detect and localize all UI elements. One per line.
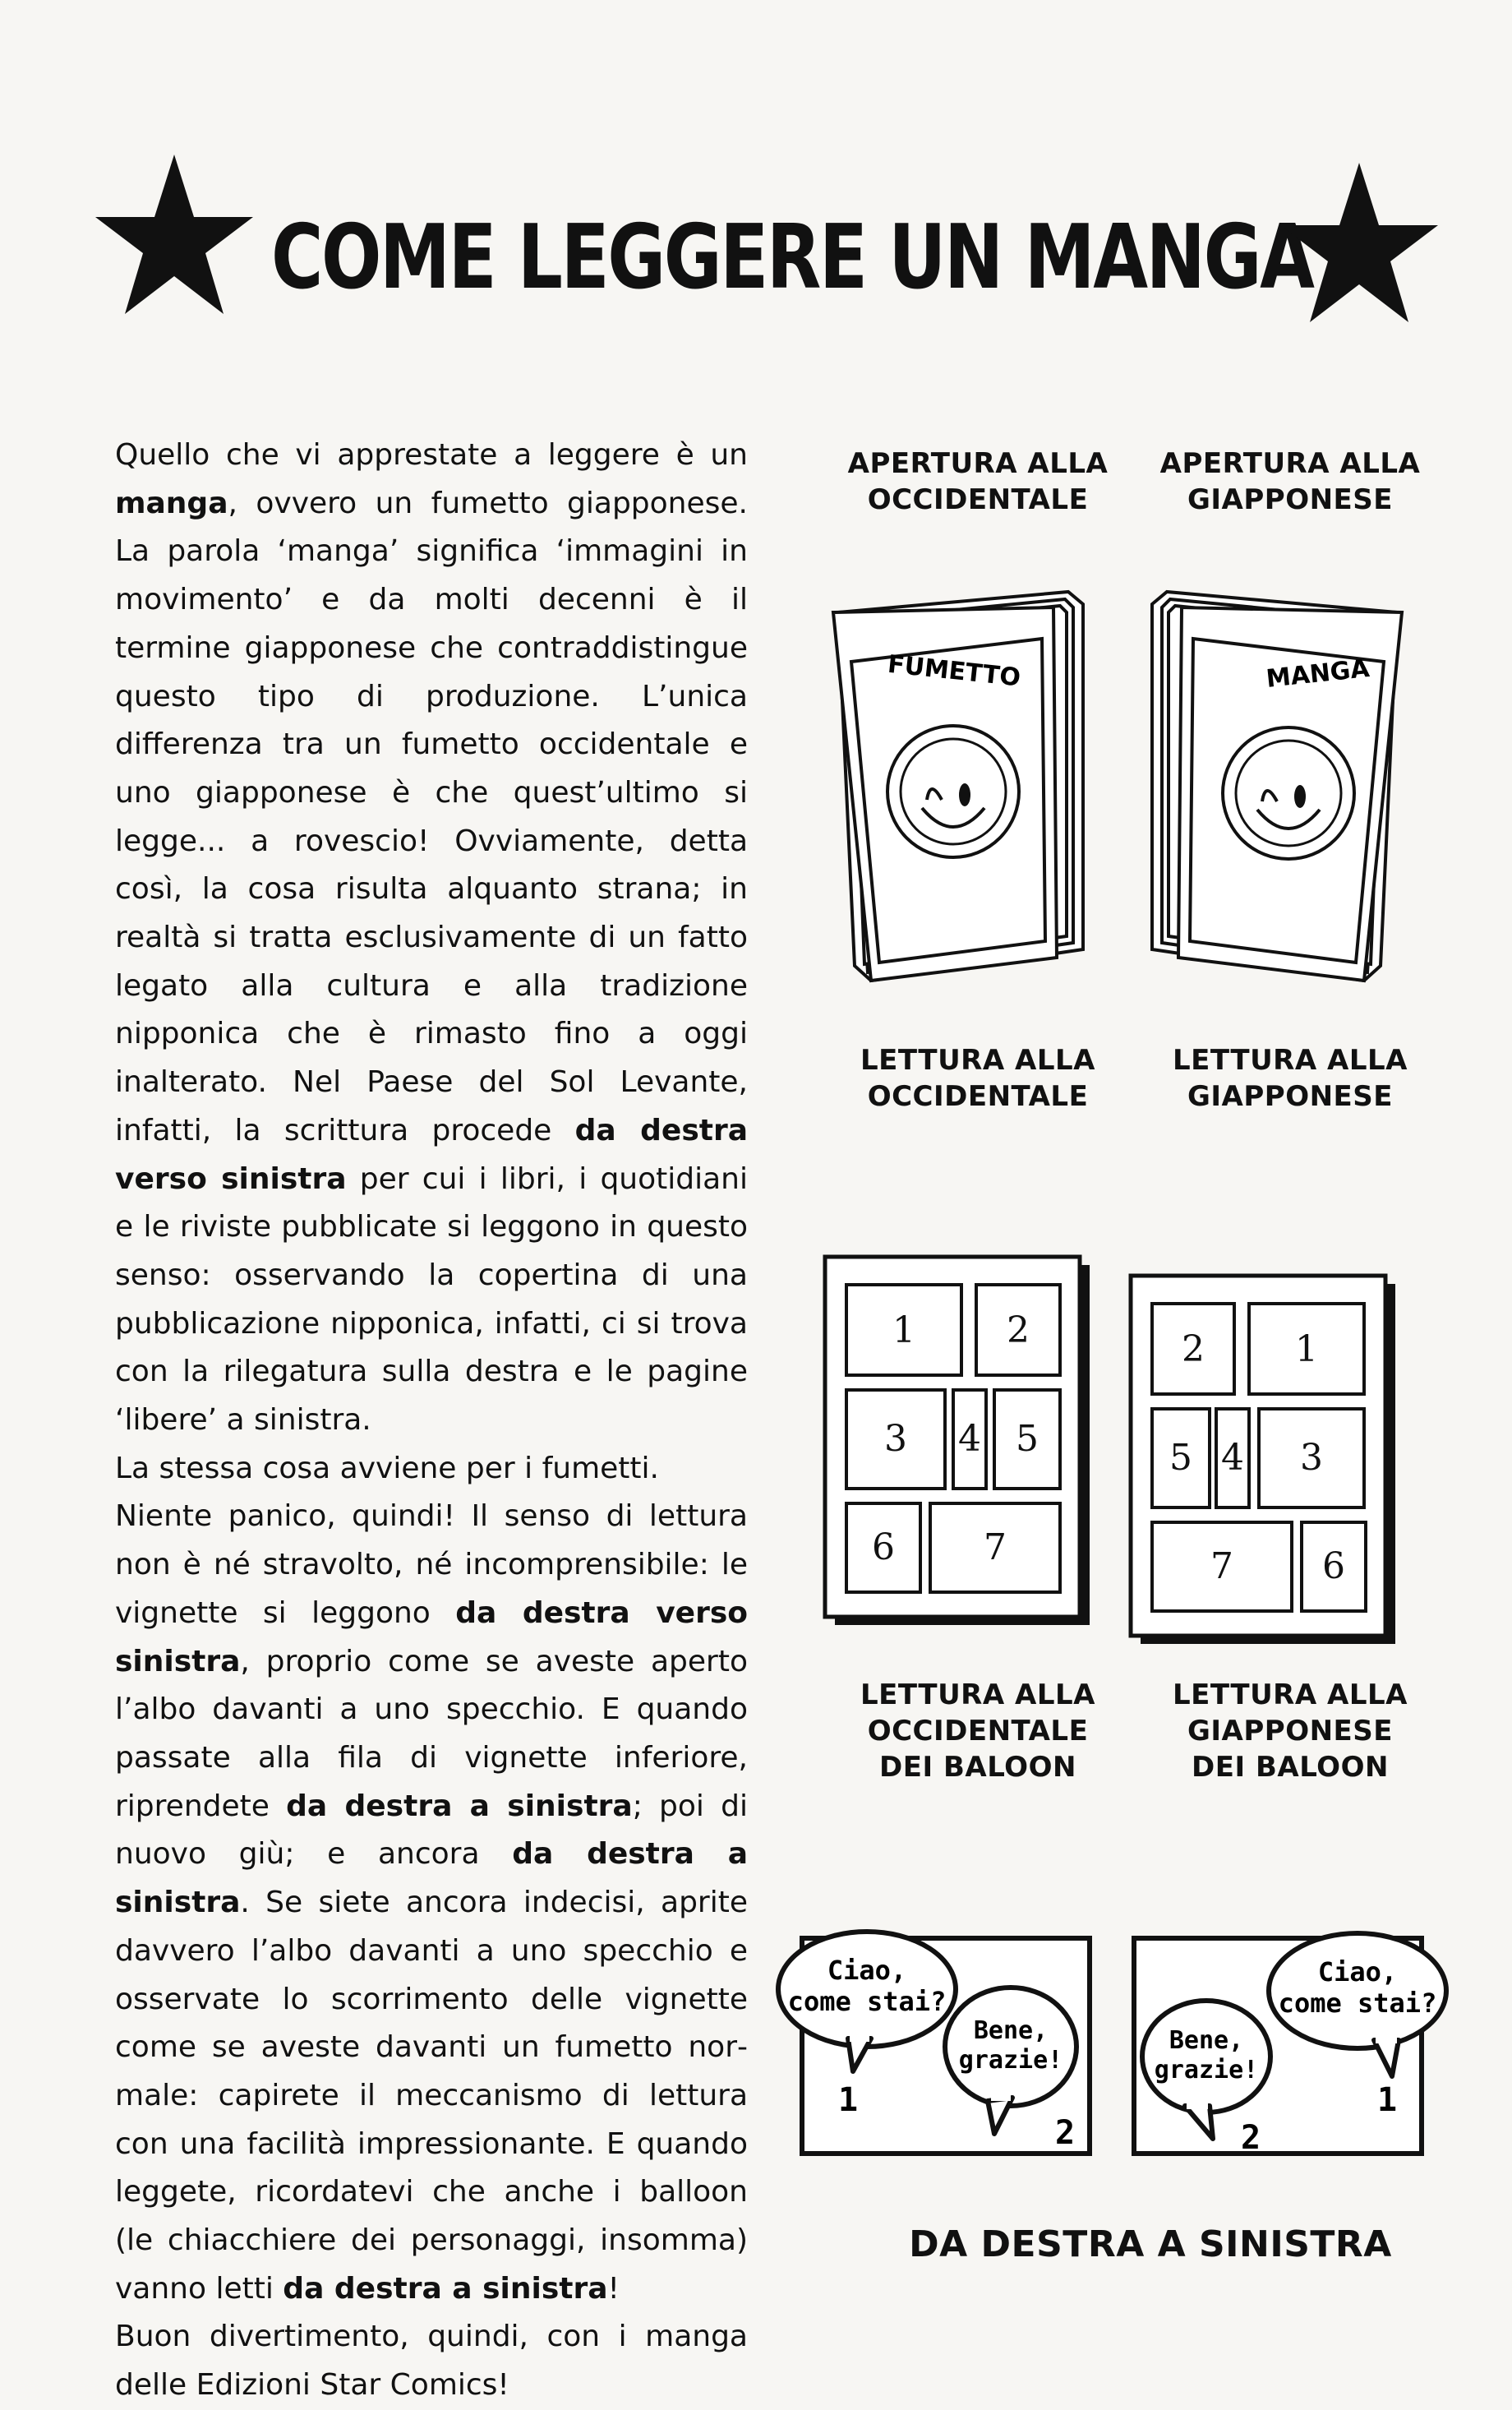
panel-number: 4 bbox=[958, 1418, 981, 1460]
japanese-balloon-panel bbox=[1127, 1915, 1456, 2162]
paragraph: La stessa cosa avviene per i fumetti. bbox=[115, 1451, 659, 1485]
balloon-order-number: 1 bbox=[1376, 2081, 1398, 2119]
star-icon bbox=[1277, 159, 1441, 324]
footer-caption: DA DESTRA A SINISTRA bbox=[909, 2223, 1392, 2265]
balloon-order-number: 2 bbox=[1054, 2114, 1076, 2152]
japanese-panel-layout bbox=[1127, 1272, 1399, 1646]
western-balloon-panel bbox=[772, 1915, 1101, 2162]
western-panel-layout bbox=[822, 1253, 1093, 1627]
panel-number: 3 bbox=[1300, 1437, 1323, 1479]
panel-number: 6 bbox=[1322, 1545, 1345, 1587]
svg-text:MANGA: MANGA bbox=[1265, 654, 1371, 694]
svg-text:Bene,: Bene, bbox=[973, 2016, 1049, 2045]
svg-text:come stai?: come stai? bbox=[787, 1986, 947, 2017]
panel-number: 5 bbox=[1016, 1418, 1039, 1460]
paragraph: Buon divertimento, quindi, con i manga delle Edizioni Star Comics! bbox=[115, 2320, 748, 2403]
title-banner bbox=[0, 148, 1512, 362]
panel-number: 2 bbox=[1182, 1328, 1205, 1370]
western-book-illustration bbox=[822, 588, 1093, 990]
star-icon bbox=[92, 151, 256, 316]
heading-balloon-japan: LETTURA ALLA GIAPPONESE DEI BALOON bbox=[1173, 1678, 1408, 1784]
panel-number: 7 bbox=[1210, 1545, 1233, 1587]
panel-number: 7 bbox=[984, 1526, 1007, 1568]
paragraph: Quello che vi apprestate a leggere è un manga, ovvero un fumetto giapponese. La parola ‘manga’ significa ‘immagini in movimento’ e da molti decenni è il termine giapponese che contraddistingue questo tipo di produzione. L’unica differenza tra un fumetto occidentale e uno giapponese è che quest’ultimo si legge... a rovescio! Ovviamente, detta così, la cosa risulta alquanto strana; in realtà si tratta esclusivamente di un fatto legato alla cultura e alla tradizione nipponica che è rimasto fino a oggi inalterato. Nel Paese del Sol Levante, infatti, la scrittura procede da destra verso sinistra per cui i libri, i quotidiani e le riviste pubblicate si leggono in questo senso: osservando la copertina di una pubblicazione nipponica, infatti, ci si trova con la rilegatura sulla destra e le pagine ‘libere’ a sinistra. bbox=[115, 438, 748, 1438]
svg-text:Ciao,: Ciao, bbox=[1317, 1956, 1398, 1988]
body-text bbox=[115, 432, 748, 2410]
svg-text:grazie!: grazie! bbox=[1154, 2056, 1259, 2085]
heading-opening-japan: APERTURA ALLA GIAPPONESE bbox=[1159, 447, 1421, 516]
heading-reading-west: LETTURA ALLA OCCIDENTALE bbox=[860, 1044, 1095, 1113]
panel-number: 1 bbox=[892, 1309, 915, 1351]
panel-number: 4 bbox=[1221, 1437, 1244, 1479]
paragraph: Niente panico, quindi! Il senso di lettura non è né stravolto, né incomprensibile: le vignette si leggono da destra verso sinistra, proprio come se aveste aperto l’albo davanti a uno specchio. E quando passate alla fila di vignette inferiore, riprendete da destra a sinistra; poi di nuovo giù; e ancora da destra a sinistra. Se siete ancora indecisi, aprite davvero l’albo davanti a uno specchio e osservate lo scorrimento delle vignette come se aveste davanti un fumetto normale: capirete il meccanismo di lettura con una facilità impressionante. E quando leggete, ricordatevi che anche i balloon (le chiacchiere dei personaggi, insomma) vanno letti da destra a sinistra! bbox=[115, 1499, 749, 2306]
svg-text:Bene,: Bene, bbox=[1169, 2026, 1244, 2055]
heading-opening-west: APERTURA ALLA OCCIDENTALE bbox=[847, 447, 1109, 516]
svg-text:FUMETTO: FUMETTO bbox=[886, 649, 1022, 693]
heading-reading-japan: LETTURA ALLA GIAPPONESE bbox=[1173, 1044, 1408, 1113]
panel-number: 2 bbox=[1007, 1309, 1030, 1351]
panel-number: 5 bbox=[1169, 1437, 1192, 1479]
panel-number: 3 bbox=[884, 1418, 907, 1460]
smiley-icon bbox=[887, 726, 1019, 857]
balloon-order-number: 2 bbox=[1240, 2119, 1261, 2157]
svg-text:grazie!: grazie! bbox=[958, 2046, 1063, 2075]
japanese-book-illustration bbox=[1142, 588, 1413, 990]
page-title: COME LEGGERE UN MANGA bbox=[271, 206, 1313, 309]
svg-text:Ciao,: Ciao, bbox=[827, 1955, 907, 1986]
svg-text:come stai?: come stai? bbox=[1278, 1988, 1437, 2019]
balloon-order-number: 1 bbox=[837, 2081, 859, 2119]
heading-balloon-west: LETTURA ALLA OCCIDENTALE DEI BALOON bbox=[860, 1678, 1095, 1784]
panel-number: 6 bbox=[872, 1526, 895, 1568]
smiley-icon bbox=[1223, 727, 1354, 859]
panel-number: 1 bbox=[1295, 1328, 1318, 1370]
